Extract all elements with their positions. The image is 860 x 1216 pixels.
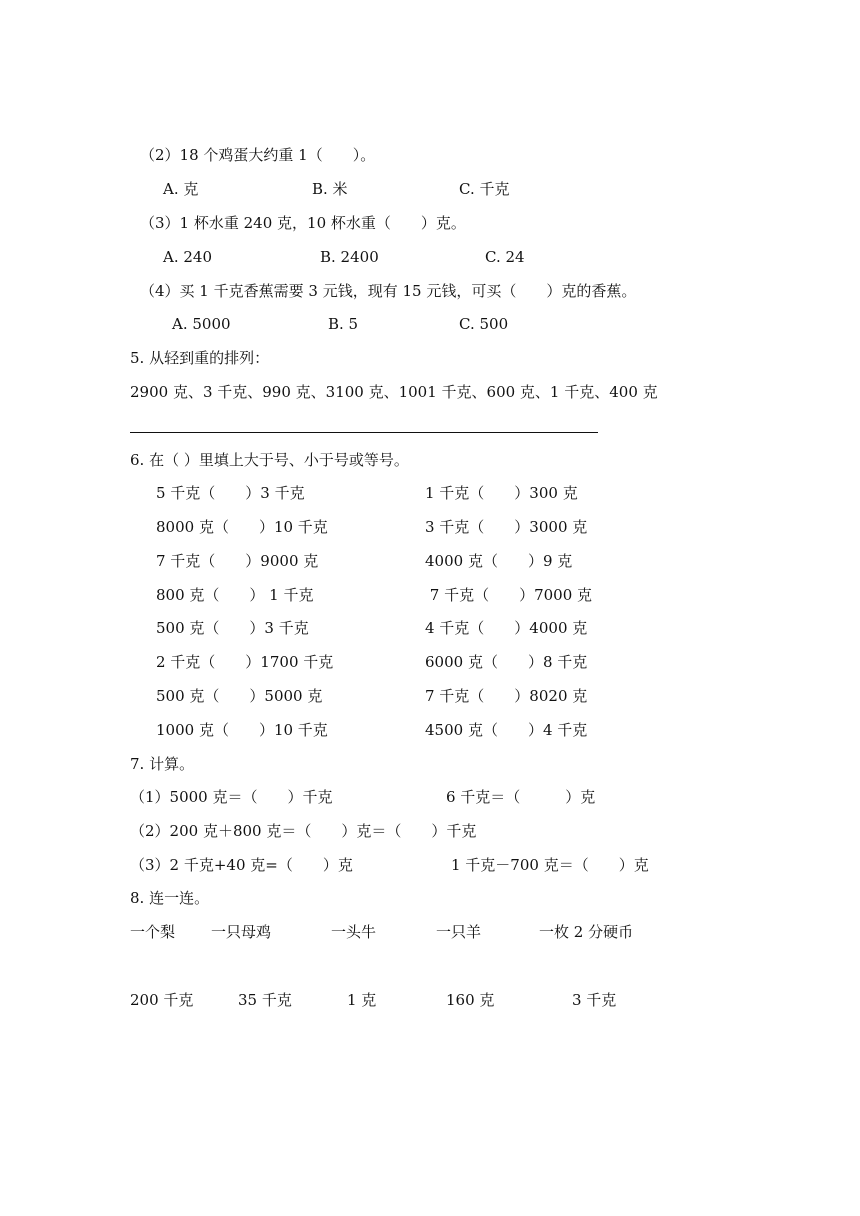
q4-sub2-option-a: A. 克 (163, 180, 199, 198)
q6-row3-right: 4000 克（ ）9 克 (425, 552, 573, 570)
q6-row8-left: 1000 克（ ）10 千克 (156, 721, 328, 739)
q7-title: 7. 计算。 (130, 755, 195, 773)
q6-row3-left: 7 千克（ ）9000 克 (156, 552, 319, 570)
q8-weight-200kg: 200 千克 (130, 991, 194, 1009)
q6-row4-right: 7 千克（ ）7000 克 (425, 586, 593, 604)
q8-item-sheep: 一只羊 (436, 923, 482, 941)
q8-item-coin: 一枚 2 分硬币 (539, 923, 634, 941)
q8-weight-3kg: 3 千克 (572, 991, 617, 1009)
q4-sub3-option-c: C. 24 (485, 248, 525, 266)
q7-line1-left: （1）5000 克＝（ ）千克 (130, 788, 333, 806)
q8-weight-35kg: 35 千克 (238, 991, 292, 1009)
q4-sub4-option-a: A. 5000 (172, 315, 231, 333)
q7-line1-right: 6 千克＝（ ）克 (446, 788, 596, 806)
q4-sub3-question: （3）1 杯水重 240 克，10 杯水重（ ）克。 (140, 214, 466, 232)
q8-item-hen: 一只母鸡 (211, 923, 272, 941)
q8-title: 8. 连一连。 (130, 889, 210, 907)
q6-row8-right: 4500 克（ ）4 千克 (425, 721, 588, 739)
q6-row2-right: 3 千克（ ）3000 克 (425, 518, 588, 536)
q4-sub4-question: （4）买 1 千克香蕉需要 3 元钱，现有 15 元钱，可买（ ）克的香蕉。 (140, 282, 637, 300)
q4-sub3-option-b: B. 2400 (320, 248, 379, 266)
q6-row7-right: 7 千克（ ）8020 克 (425, 687, 588, 705)
q4-sub2-question: （2）18 个鸡蛋大约重 1（ ）。 (140, 146, 376, 164)
q6-row7-left: 500 克（ ）5000 克 (156, 687, 323, 705)
q4-sub4-option-b: B. 5 (328, 315, 359, 333)
q4-sub4-option-c: C. 500 (459, 315, 509, 333)
q7-line3-right: 1 千克－700 克＝（ ）克 (451, 856, 649, 874)
q7-line3-left: （3）2 千克+40 克=（ ）克 (130, 856, 353, 874)
q5-answer-line (130, 432, 598, 433)
q6-row1-left: 5 千克（ ）3 千克 (156, 484, 305, 502)
q6-row2-left: 8000 克（ ）10 千克 (156, 518, 328, 536)
q4-sub2-option-c: C. 千克 (459, 180, 510, 198)
q6-row1-right: 1 千克（ ）300 克 (425, 484, 578, 502)
q7-line2: （2）200 克＋800 克＝（ ）克＝（ ）千克 (130, 822, 477, 840)
q4-sub2-option-b: B. 米 (312, 180, 348, 198)
q5-title: 5. 从轻到重的排列： (130, 349, 270, 367)
q6-row4-left: 800 克（ ） 1 千克 (156, 586, 314, 604)
q8-weight-160g: 160 克 (446, 991, 495, 1009)
q8-item-cow: 一头牛 (331, 923, 377, 941)
q8-item-pear: 一个梨 (130, 923, 176, 941)
q6-row5-right: 4 千克（ ）4000 克 (425, 619, 588, 637)
q6-row6-left: 2 千克（ ）1700 千克 (156, 653, 334, 671)
q4-sub3-option-a: A. 240 (163, 248, 212, 266)
q6-row6-right: 6000 克（ ）8 千克 (425, 653, 588, 671)
q6-row5-left: 500 克（ ）3 千克 (156, 619, 309, 637)
q8-weight-1g: 1 克 (347, 991, 377, 1009)
q6-title: 6. 在（ ）里填上大于号、小于号或等号。 (130, 451, 409, 469)
q5-items: 2900 克、3 千克、990 克、3100 克、1001 千克、600 克、1 千克、400 克 (130, 383, 658, 401)
